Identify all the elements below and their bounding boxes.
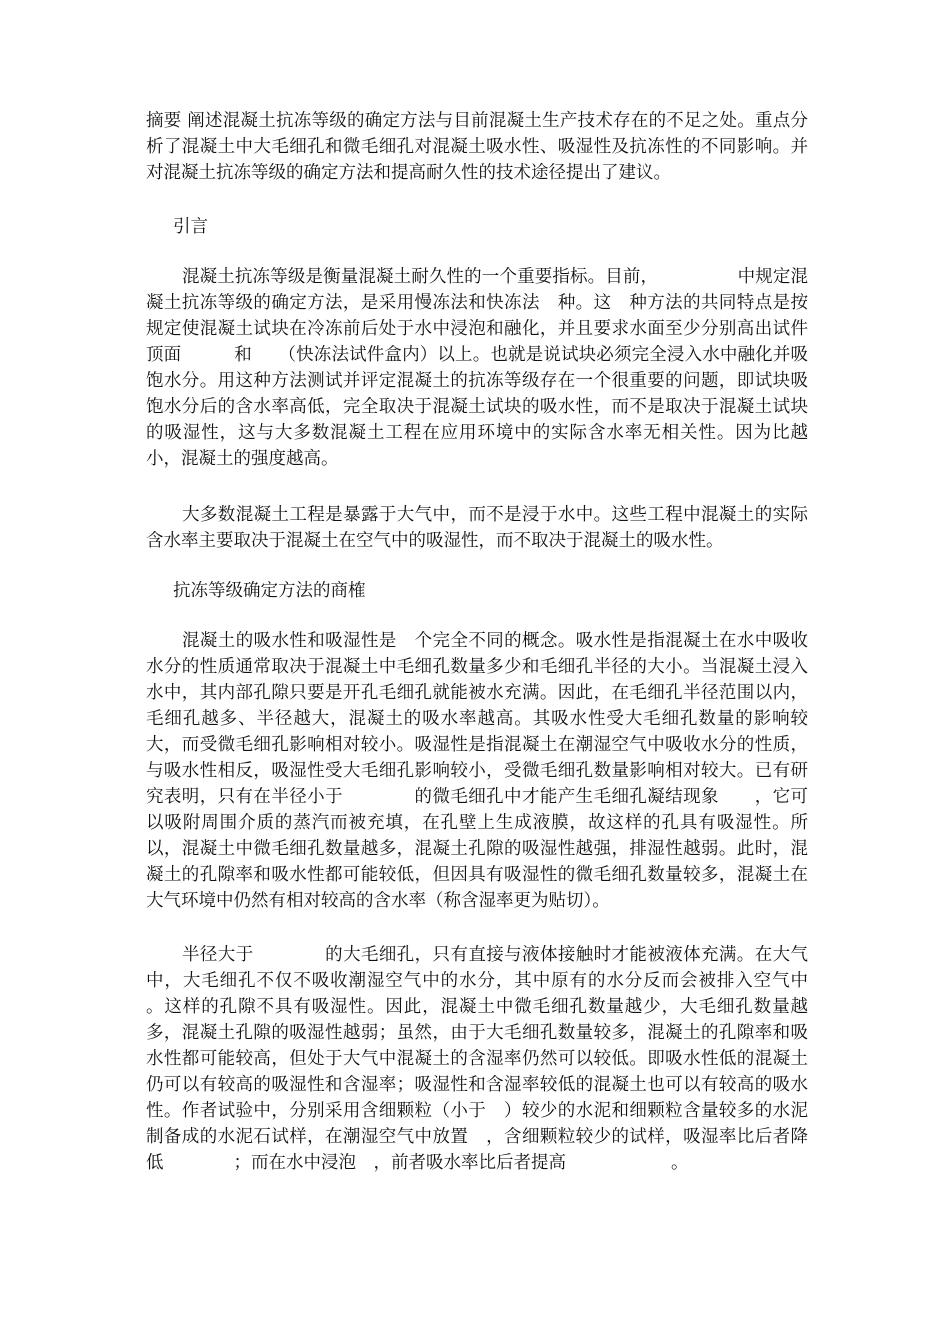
body-paragraph-2: 大多数混凝土工程是暴露于大气中，而不是浸于水中。这些工程中混凝土的实际含水率主要取决于混凝土在空气中的吸湿性，而不取决于混凝土的吸水性。 xyxy=(146,505,808,551)
body-paragraph-1: 混凝土抗冻等级是衡量混凝土耐久性的一个重要指标。目前， 中规定混凝土抗冻等级的确定方法，是采用慢冻法和快冻法 种。这 种方法的共同特点是按规定使混凝土试块在冷冻前后处于水中浸泡和融化，并且要求水面至少分别高出试件顶面 和 （快冻法试件盒内）以上。也就是说试块必须完全浸入水中融化并吸饱水分。用这种方法测试并评定混凝土的抗冻等级存在一个很重要的问题，即试块吸饱水分后的含水率高低，完全取决于混凝土试块的吸水性，而不是取决于混凝土试块的吸湿性，这与大多数混凝土工程在应用环境中的实际含水率无相关性。因为比越小，混凝土的强度越高。 xyxy=(146,267,808,469)
abstract-paragraph: 摘要 阐述混凝土抗冻等级的确定方法与目前混凝土生产技术存在的不足之处。重点分析了混凝土中大毛细孔和微毛细孔对混凝土吸水性、吸湿性及抗冻性的不同影响。并对混凝土抗冻等级的确定方法和提高耐久性的技术途径提出了建议。 xyxy=(146,111,808,183)
section-heading-discussion: 抗冻等级确定方法的商榷 xyxy=(173,581,366,601)
body-paragraph-4: 半径大于 的大毛细孔，只有直接与液体接触时才能被液体充满。在大气中，大毛细孔不仅不吸收潮湿空气中的水分，其中原有的水分反而会被排入空气中 。这样的孔隙不具有吸湿性。因此，混凝土中微毛细孔数量越少，大毛细孔数量越多，混凝土孔隙的吸湿性越弱；虽然，由于大毛细孔数量较多，混凝土的孔隙率和吸水性都可能较高，但处于大气中混凝土的含湿率仍然可以较低。即吸水性低的混凝土仍可以有较高的吸湿性和含湿率；吸湿性和含湿率较低的混凝土也可以有较高的吸水性。作者试验中，分别采用含细颗粒（小于 ）较少的水泥和细颗粒含量较多的水泥制备成的水泥石试样，在潮湿空气中放置 ，含细颗粒较少的试样，吸湿率比后者降低 ；而在水中浸泡 ，前者吸水率比后者提高 。 xyxy=(146,945,843,1173)
section-heading-introduction: 引言 xyxy=(173,217,208,237)
document-page xyxy=(146,108,843,1176)
body-paragraph-3: 混凝土的吸水性和吸湿性是 个完全不同的概念。吸水性是指混凝土在水中吸收水分的性质通常取决于混凝土中毛细孔数量多少和毛细孔半径的大小。当混凝土浸入水中，其内部孔隙只要是开孔毛细孔就能被水充满。因此，在毛细孔半径范围以内，毛细孔越多、半径越大，混凝土的吸水率越高。其吸水性受大毛细孔数量的影响较大，而受微毛细孔影响相对较小。吸湿性是指混凝土在潮湿空气中吸收水分的性质，与吸水性相反，吸湿性受大毛细孔影响较小，受微毛细孔数量影响相对较大。已有研究表明，只有在半径小于 的微毛细孔中才能产生毛细孔凝结现象 ，它可以吸附周围介质的蒸汽而被充填，在孔壁上生成液膜，故这样的孔具有吸湿性。所以，混凝土中微毛细孔数量越多，混凝土孔隙的吸湿性越强，排湿性越弱。此时，混凝土的孔隙率和吸水性都可能较低，但因具有吸湿性的微毛细孔数量较多，混凝土在大气环境中仍然有相对较高的含水率（称含湿率更为贴切）。 xyxy=(146,631,808,911)
